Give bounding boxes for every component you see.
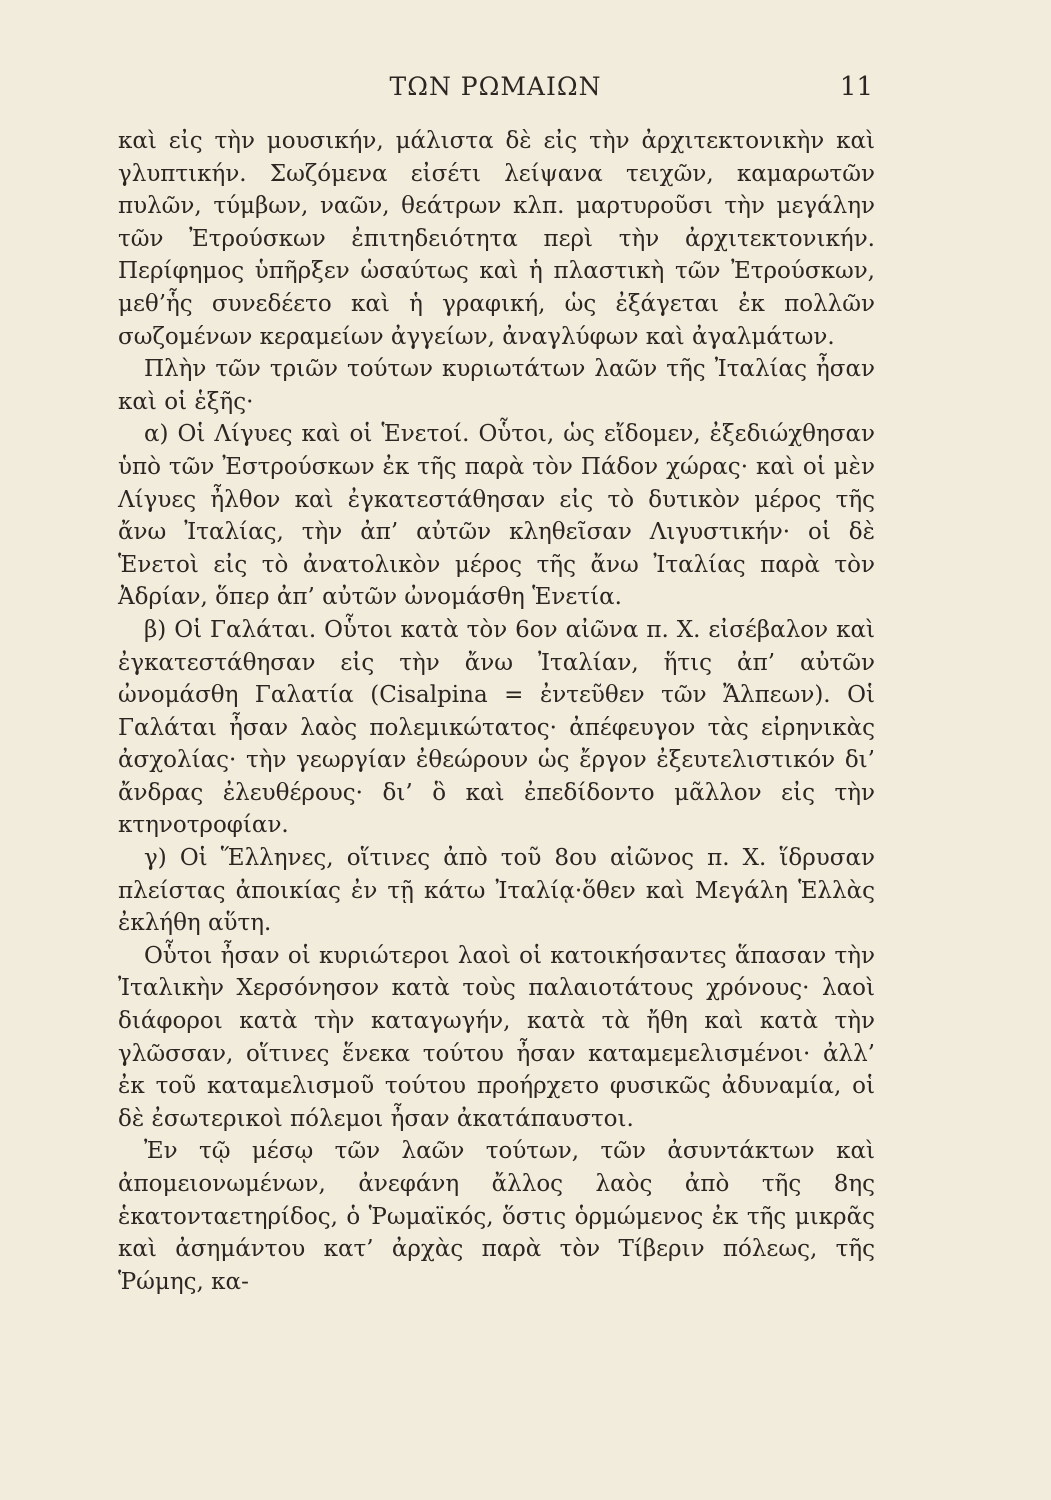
body-text [118,125,875,1298]
paragraph-main-peoples: Οὗτοι ἦσαν οἱ κυριώτεροι λαοὶ οἱ κατοικήσαντες ἅπασαν τὴν Ἰταλικὴν Χερσόνησον κατὰ τοὺς παλαιοτάτους χρόνους· λαοὶ διάφοροι κατὰ τὴν καταγωγήν, κατὰ τὰ ἤθη καὶ κατὰ τὴν γλῶσσαν, οἵτινες ἕνεκα τούτου ἦσαν καταμεμελισμένοι· ἀλλ’ ἐκ τοῦ καταμελισμοῦ τούτου προήρχετο φυσικῶς ἀδυναμία, οἱ δὲ ἐσωτερικοὶ πόλεμοι ἦσαν ἀκατάπαυστοι. [118,942,875,1132]
paragraph-romans: Ἐν τῷ μέσῳ τῶν λαῶν τούτων, τῶν ἀσυντάκτων καὶ ἀπομειονωμένων, ἀνεφάνη ἄλλος λαὸς ἀπὸ τῆς 8ης ἑκατονταετηρίδος, ὁ Ῥωμαϊκός, ὅστις ὁρμώμενος ἐκ τῆς μικρᾶς καὶ ἀσημάντου κατ’ ἀρχὰς παρὰ τὸν Τίβεριν πόλεως, τῆς Ῥώμης, κα- [118,1138,875,1295]
running-head [118,72,873,112]
paragraph-other-peoples: Πλὴν τῶν τριῶν τούτων κυριωτάτων λαῶν τῆς Ἰταλίας ἦσαν καὶ οἱ ἑξῆς· [118,356,875,415]
paragraph-ligures-veneti: α) Οἱ Λίγυες καὶ οἱ Ἑνετοί. Οὗτοι, ὡς εἴδομεν, ἐξεδιώχθησαν ὑπὸ τῶν Ἐστρούσκων ἐκ τῆς παρὰ τὸν Πάδον χώρας· καὶ οἱ μὲν Λίγυες ἦλθον καὶ ἐγκατεστάθησαν εἰς τὸ δυτικὸν μέρος τῆς ἄνω Ἰταλίας, τὴν ἀπ’ αὐτῶν κληθεῖσαν Λιγυστικήν· οἱ δὲ Ἑνετοὶ εἰς τὸ ἀνατολικὸν μέρος τῆς ἄνω Ἰταλίας παρὰ τὸν Ἀδρίαν, ὅπερ ἀπ’ αὐτῶν ὠνομάσθη Ἑνετία. [118,421,875,611]
page-number: 11 [839,72,873,102]
running-title: ΤΩΝ ΡΩΜΑΙΩΝ [389,72,602,101]
paragraph-greeks: γ) Οἱ Ἕλληνες, οἵτινες ἀπὸ τοῦ 8ου αἰῶνος π. Χ. ἵδρυσαν πλείστας ἀποικίας ἐν τῇ κάτω Ἰταλίᾳ·ὅθεν καὶ Μεγάλη Ἑλλὰς ἐκλήθη αὕτη. [118,845,875,937]
paragraph-gauls: β) Οἱ Γαλάται. Οὗτοι κατὰ τὸν 6ον αἰῶνα π. Χ. εἰσέβαλον καὶ ἐγκατεστάθησαν εἰς τὴν ἄνω Ἰταλίαν, ἥτις ἀπ’ αὐτῶν ὠνομάσθη Γαλατία (Cisalpina = ἐντεῦθεν τῶν Ἄλπεων). Οἱ Γαλάται ἦσαν λαὸς πολεμικώτατος· ἀπέφευγον τὰς εἰρηνικὰς ἀσχολίας· τὴν γεωργίαν ἐθεώρουν ὡς ἔργον ἐξευτελιστικόν δι’ ἄνδρας ἐλευθέρους· δι’ ὃ καὶ ἐπεδίδοντο μᾶλλον εἰς τὴν κτηνοτροφίαν. [118,616,875,839]
paragraph-architecture: καὶ εἰς τὴν μουσικήν, μάλιστα δὲ εἰς τὴν ἀρχιτεκτονικὴν καὶ γλυπτικήν. Σωζόμενα εἰσέτι λείψανα τειχῶν, καμαρωτῶν πυλῶν, τύμβων, ναῶν, θεάτρων κλπ. μαρτυροῦσι τὴν μεγάλην τῶν Ἐτρούσκων ἐπιτηδειότητα περὶ τὴν ἀρχιτεκτονικήν. Περίφημος ὑπῆρξεν ὡσαύτως καὶ ἡ πλαστικὴ τῶν Ἐτρούσκων, μεθ’ἧς συνεδέετο καὶ ἡ γραφική, ὡς ἐξάγεται ἐκ πολλῶν σωζομένων κεραμείων ἀγγείων, ἀναγλύφων καὶ ἀγαλμάτων. [118,128,875,350]
